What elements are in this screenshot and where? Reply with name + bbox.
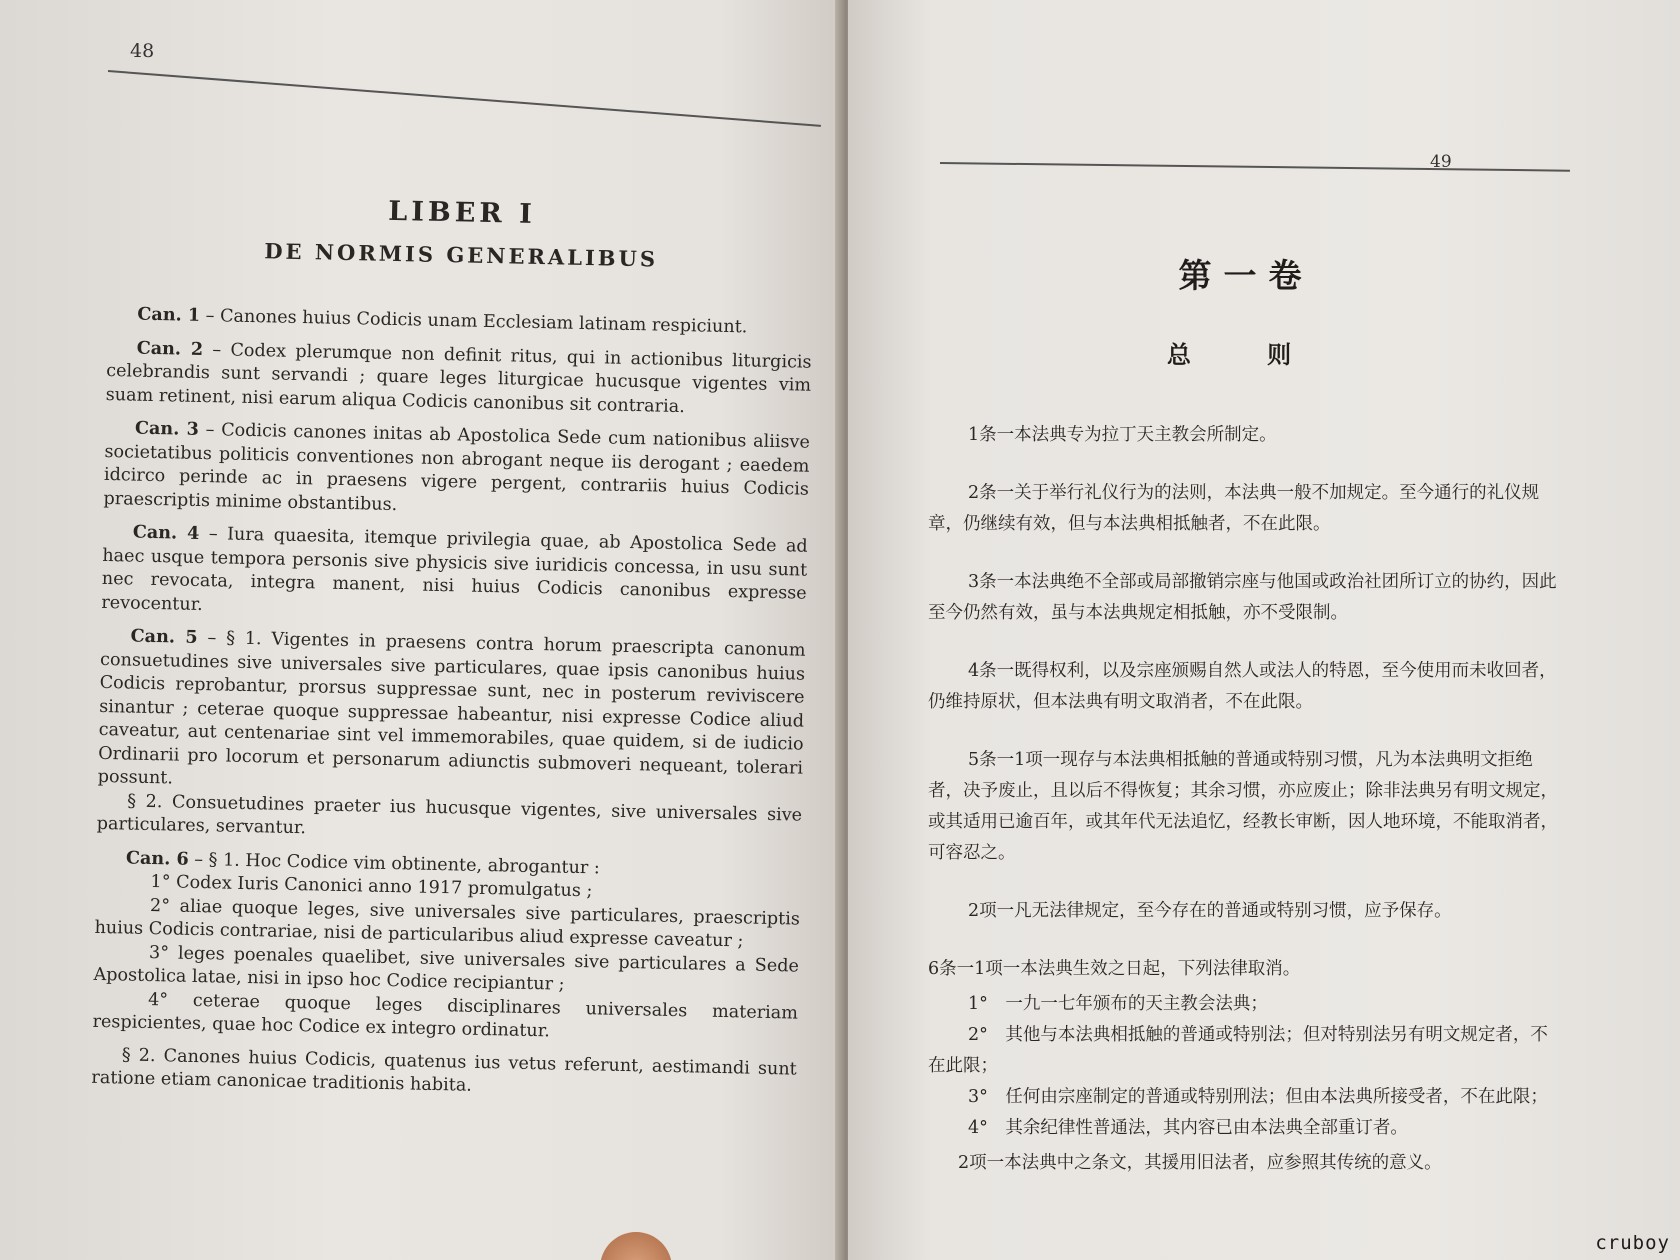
- canon-text: – § 1. Vigentes in praesens contra horum praescripta canonum consuetudines sive universales sive particulares, quae ipsis canonibus huius Codicis reprobantur, prorsus suppressae sunt, nec in posterum reviviscere sinantur ; ceterae quoque suppressae habeantur, nisi expresse Codice aliud caveatur, aut centenariae sint vel immemorabiles, quae quidem, si de iudicio Ordinarii pro locorum et personarum adiunctis submoveri nequeant, tolerari possunt.: [97, 628, 806, 789]
- canon-paragraph: [107, 302, 812, 341]
- canon-text: – § 1. Hoc Codice vim obtinente, abrogantur :: [194, 849, 601, 878]
- article-list-item: 2° 其他与本法典相抵触的普通或特别法；但对特别法另有明文规定者，不在此限；: [928, 1025, 1548, 1076]
- canon-label: Can. 4: [132, 521, 200, 544]
- book-title: LIBER I: [388, 195, 537, 230]
- right-page-body: [928, 250, 1564, 1179]
- canon-paragraph: [97, 624, 805, 804]
- volume-title: 第一卷: [1178, 256, 1314, 295]
- canon-list-item: 3° leges poenales quaelibet, sive universales sive particulares a Sede Apostolica latae, nisi in ipso hoc Codice recipiantur ;: [93, 942, 800, 995]
- right-page: [848, 0, 1680, 1260]
- canon-text: – Codicis canones initas ab Apostolica Sede cum nationibus aliisve societatibus politicis conventiones non abrogant neque iis derogant ; eaedem idcirco perinde ac in praesens vigere pergent, contrariis huius Codicis praescriptis minime obstantibus.: [103, 420, 811, 515]
- article-list-item: 4° 其余纪律性普通法，其内容已由本法典全部重订者。: [968, 1118, 1408, 1138]
- canon-list-item: 1° Codex Iuris Canonici anno 1917 promulgatus ;: [150, 872, 593, 902]
- canon-label: Can. 6: [125, 846, 189, 870]
- canon-list-item: 2° aliae quoque leges, sive universales sive particulares, praescriptis huius Codicis contrariae, nisi de particularibus aliud expresse caveatur ;: [94, 895, 801, 952]
- left-header-rule: [108, 70, 821, 127]
- article-paragraph: 1条一本法典专为拉丁天主教会所制定。: [968, 425, 1277, 445]
- right-page-number: 49: [1430, 152, 1452, 172]
- canon-text: – Iura quaesita, itemque privilegia quae, ab Apostolica Sede ad haec usque tempora personis sive physicis sive iuridicis concessa, in usu sunt nec revocata, integra manent, nisi huius Codicis canonibus expresse revocentur.: [101, 524, 808, 615]
- article-paragraph: 6条一1项一本法典生效之日起，下列法律取消。: [928, 959, 1301, 979]
- article-paragraph: 2项一凡无法律规定，至今存在的普通或特别习惯，应予保存。: [968, 901, 1452, 921]
- canon-text: – Canones huius Codicis unam Ecclesiam latinam respiciunt.: [205, 306, 748, 338]
- canon-paragraph: [101, 520, 808, 630]
- canon-paragraph: § 2. Canones huius Codicis, quatenus ius vetus referunt, aestimandi sunt ratione etiam canonicae traditionis habita.: [91, 1044, 797, 1096]
- article-paragraph: 4条一既得权利，以及宗座颁赐自然人或法人的特恩，至今使用而未收回者，仍维持原状，但本法典有明文取消者，不在此限。: [928, 661, 1557, 712]
- volume-subtitle: 总 则: [1166, 341, 1326, 369]
- article-paragraph: 2条一关于举行礼仪行为的法则，本法典一般不加规定。至今通行的礼仪规章，仍继续有效，但与本法典相抵触者，不在此限。: [928, 483, 1540, 534]
- thumb-holding-page: [600, 1232, 672, 1260]
- right-header-rule: [940, 162, 1570, 172]
- article-paragraph: 3条一本法典绝不全部或局部撤销宗座与他国或政治社团所订立的协约，因此至今仍然有效，虽与本法典规定相抵触，亦不受限制。: [928, 572, 1557, 623]
- canon-label: Can. 3: [134, 417, 200, 440]
- canon-text: – Codex plerumque non definit ritus, qui in actionibus liturgicis celebrandis sunt servandi ; quare leges liturgicae hucusque vigentes vim suam retinent, nisi earum aliqua Codicis canonibus sit contraria.: [105, 339, 812, 417]
- article-paragraph: 2项一本法典中之条文，其援用旧法者，应参照其传统的意义。: [958, 1153, 1442, 1173]
- canon-list-item: 4° ceterae quoque leges disciplinares universales materiam respicientes, quae hoc Codice ex integro ordinatur.: [92, 989, 799, 1042]
- left-page-body: [91, 190, 815, 1114]
- canon-label: Can. 2: [136, 337, 204, 360]
- canon-paragraph: [103, 416, 810, 526]
- article-paragraph: 5条一1项一现存与本法典相抵触的普通或特别习惯，凡为本法典明文拒绝者，决予废止，且以后不得恢复；其余习惯，亦应废止；除非法典另有明文规定，或其适用已逾百年，或其年代无法追忆，经教长审断，因人地环境，不能取消者，可容忍之。: [928, 750, 1558, 863]
- book-subtitle: DE NORMIS GENERALIBUS: [264, 238, 659, 272]
- canon-paragraph: [105, 335, 811, 421]
- left-page-number: 48: [130, 40, 155, 62]
- canon-text: § 2. Consuetudines praeter ius hucusque vigentes, sive universales sive particulares, servantur.: [96, 790, 803, 839]
- photo-watermark: cruboy: [1595, 1232, 1670, 1254]
- canon-label: Can. 5: [130, 625, 198, 648]
- article-list-item: 3° 任何由宗座制定的普通或特别刑法；但由本法典所接受者，不在此限；: [968, 1087, 1548, 1107]
- article-list-item: 1° 一九一七年颁布的天主教会法典；: [968, 994, 1268, 1014]
- canon-label: Can. 1: [137, 303, 201, 326]
